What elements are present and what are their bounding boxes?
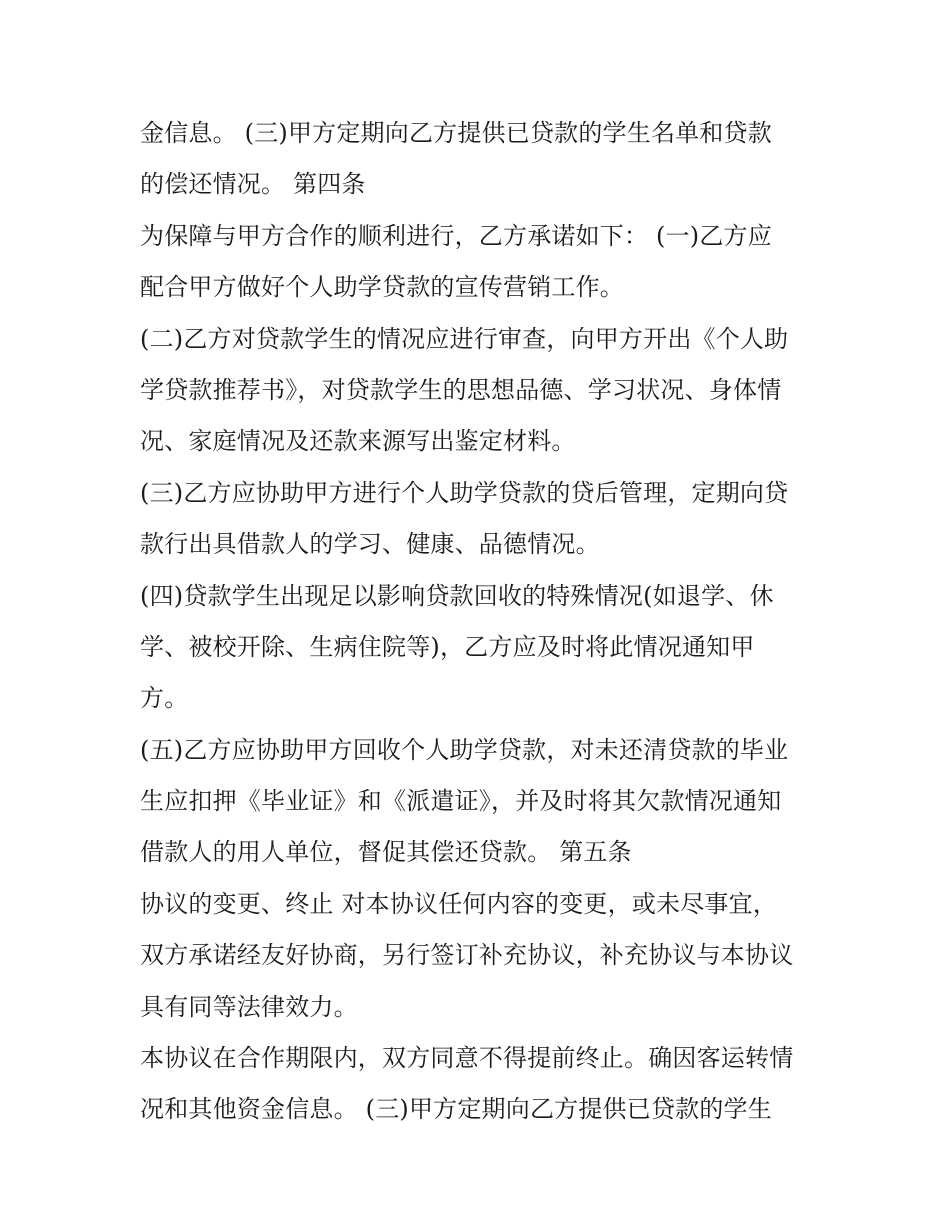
text-line: 具有同等法律效力。 xyxy=(140,992,358,1021)
text-line: (三)乙方应协助甲方进行个人助学贷款的贷后管理，定期向贷 xyxy=(140,478,789,507)
text-line: 协议的变更、终止 对本协议任何内容的变更，或未尽事宜， xyxy=(140,889,778,918)
text-line: 学、被校开除、生病住院等)，乙方应及时将此情况通知甲 xyxy=(140,632,755,661)
text-line: 金信息。 (三)甲方定期向乙方提供已贷款的学生名单和贷款 xyxy=(140,119,772,147)
text-line: 借款人的用人单位，督促其偿还贷款。 第五条 xyxy=(140,838,632,867)
text-line: 生应扣押《毕业证》和《派遣证》，并及时将其欠款情况通知 xyxy=(140,787,782,816)
text-line: (二)乙方对贷款学生的情况应进行审查，向甲方开出《个人助 xyxy=(140,324,789,353)
text-line: 双方承诺经友好协商，另行签订补充协议，补充协议与本协议 xyxy=(140,941,794,970)
text-line: 况和其他资金信息。 (三)甲方定期向乙方提供已贷款的学生 xyxy=(140,1095,772,1124)
text-line: 本协议在合作期限内，双方同意不得提前终止。确因客运转情 xyxy=(140,1044,794,1073)
text-line: 方。 xyxy=(140,684,189,713)
text-line: (五)乙方应协助甲方回收个人助学贷款，对未还清贷款的毕业 xyxy=(140,735,789,764)
text-line: 配合甲方做好个人助学贷款的宣传营销工作。 xyxy=(140,273,624,302)
document-body xyxy=(140,108,830,1136)
text-line: 为保障与甲方合作的顺利进行，乙方承诺如下： (一)乙方应 xyxy=(140,221,772,250)
text-line: 款行出具借款人的学习、健康、品德情况。 xyxy=(140,530,600,559)
text-line: 学贷款推荐书》，对贷款学生的思想品德、学习状况、身体情 xyxy=(140,375,782,404)
text-line: (四)贷款学生出现足以影响贷款回收的特殊情况(如退学、休 xyxy=(140,581,774,610)
text-line: 的偿还情况。 第四条 xyxy=(140,170,366,199)
text-line: 况、家庭情况及还款来源写出鉴定材料。 xyxy=(140,427,576,456)
